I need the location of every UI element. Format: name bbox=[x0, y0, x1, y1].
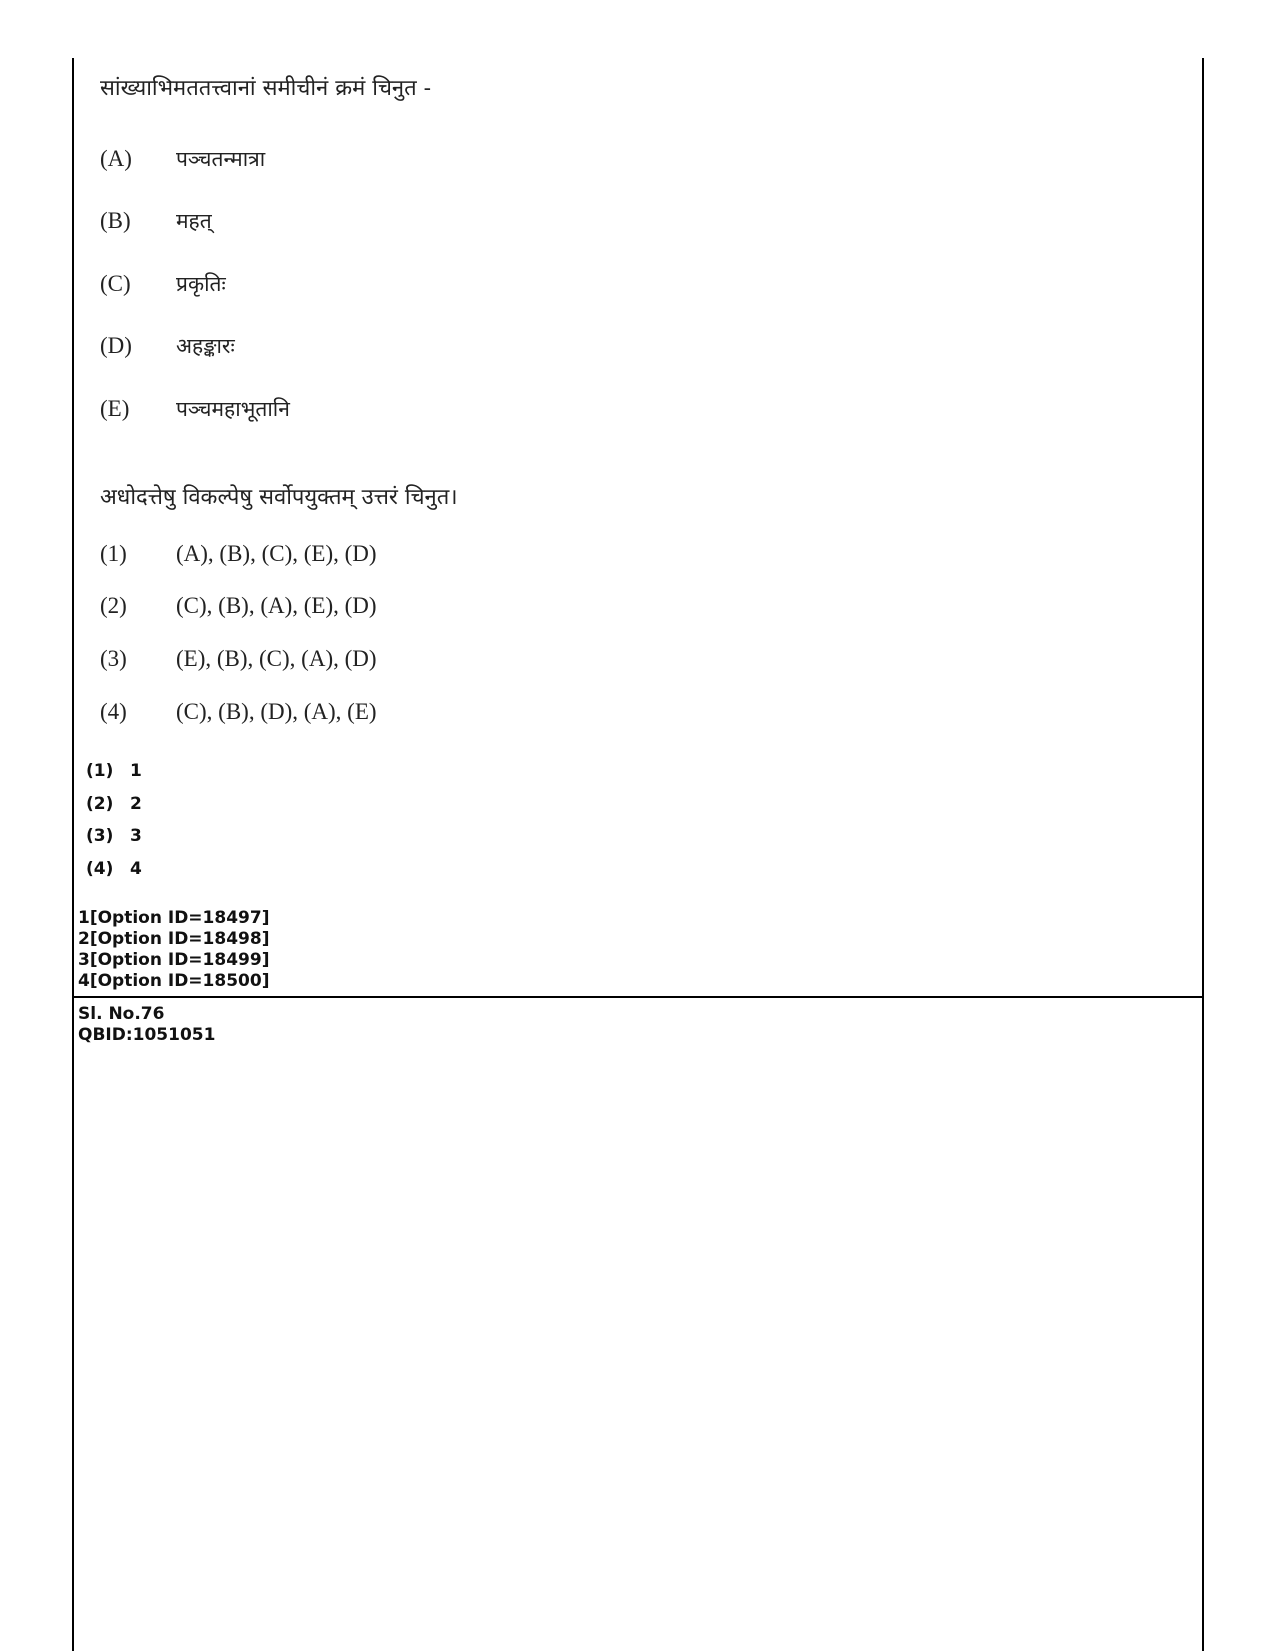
option-value: 3 bbox=[130, 826, 142, 846]
answer-choice bbox=[100, 699, 377, 725]
list-item bbox=[100, 395, 290, 423]
choice-label: (3) bbox=[100, 646, 127, 671]
qbid: QBID:1051051 bbox=[78, 1025, 216, 1045]
question-divider bbox=[74, 996, 1202, 998]
list-item bbox=[100, 145, 265, 173]
option-id: 2[Option ID=18498] bbox=[78, 929, 270, 949]
option-id: 1[Option ID=18497] bbox=[78, 908, 270, 928]
item-text: अहङ्कारः bbox=[176, 334, 235, 358]
option-label: (2) bbox=[86, 794, 114, 814]
item-text: प्रकृतिः bbox=[176, 272, 226, 296]
choice-text: (C), (B), (A), (E), (D) bbox=[176, 593, 377, 618]
option-label: (3) bbox=[86, 826, 114, 846]
choice-text: (C), (B), (D), (A), (E) bbox=[176, 699, 377, 724]
serial-number: Sl. No.76 bbox=[78, 1004, 165, 1024]
option-label: (4) bbox=[86, 859, 114, 879]
option-item bbox=[86, 826, 142, 846]
choice-label: (1) bbox=[100, 541, 127, 566]
item-label: (E) bbox=[100, 396, 130, 421]
answer-choice bbox=[100, 593, 377, 619]
question-block bbox=[74, 58, 1202, 1038]
question-stem: सांख्याभिमततत्त्वानां समीचीनं क्रमं चिनुत - bbox=[100, 76, 432, 101]
answer-choice bbox=[100, 646, 377, 672]
item-text: पञ्चमहाभूतानि bbox=[176, 397, 290, 421]
item-label: (B) bbox=[100, 208, 131, 233]
option-id: 3[Option ID=18499] bbox=[78, 950, 270, 970]
item-label: (D) bbox=[100, 333, 132, 358]
list-item bbox=[100, 270, 226, 298]
item-text: महत् bbox=[176, 209, 212, 233]
item-label: (C) bbox=[100, 271, 131, 296]
option-value: 2 bbox=[130, 794, 142, 814]
question-instruction: अधोदत्तेषु विकल्पेषु सर्वोपयुक्तम् उत्तरं चिनुत। bbox=[100, 485, 458, 510]
list-item bbox=[100, 332, 235, 360]
option-item bbox=[86, 794, 142, 814]
item-label: (A) bbox=[100, 146, 132, 171]
choice-text: (E), (B), (C), (A), (D) bbox=[176, 646, 377, 671]
item-text: पञ्चतन्मात्रा bbox=[176, 147, 266, 171]
page-frame bbox=[72, 58, 1204, 1651]
option-item bbox=[86, 859, 142, 879]
answer-choice bbox=[100, 541, 377, 567]
next-question-header bbox=[78, 1004, 215, 1046]
option-id: 4[Option ID=18500] bbox=[78, 971, 270, 991]
list-item bbox=[100, 207, 212, 235]
choice-label: (2) bbox=[100, 593, 127, 618]
option-value: 1 bbox=[130, 761, 142, 781]
option-value: 4 bbox=[130, 859, 142, 879]
choice-text: (A), (B), (C), (E), (D) bbox=[176, 541, 377, 566]
option-id-list bbox=[78, 908, 269, 992]
choice-label: (4) bbox=[100, 699, 127, 724]
option-item bbox=[86, 761, 142, 781]
option-label: (1) bbox=[86, 761, 114, 781]
